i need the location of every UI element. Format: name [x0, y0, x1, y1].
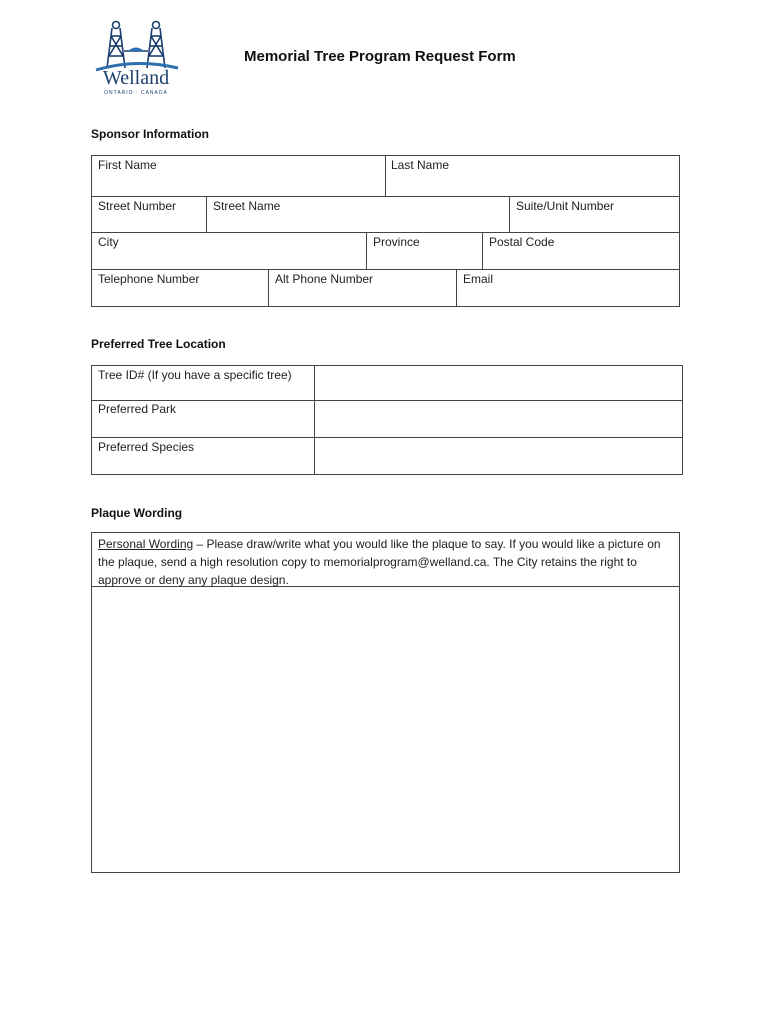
plaque-instructions-text: – Please draw/write what you would like the plaque to say. If you would like a picture on the plaque, send a high resolution copy to memorialprogram@welland.ca. The City retains the right to approve or deny any plaque design. [98, 537, 661, 587]
location-section-heading: Preferred Tree Location [91, 337, 226, 351]
last-name-label: Last Name [391, 158, 450, 172]
telephone-label: Telephone Number [98, 272, 200, 286]
welland-logo [90, 18, 182, 98]
street-number-label: Street Number [98, 199, 177, 213]
street-name-label: Street Name [213, 199, 281, 213]
preferred-species-label: Preferred Species [98, 440, 195, 454]
logo-tagline: ONTARIO · CANADA [104, 90, 168, 96]
preferred-park-field[interactable] [315, 401, 682, 437]
logo-wordmark: Welland [102, 67, 170, 89]
plaque-section-heading: Plaque Wording [91, 506, 183, 520]
personal-wording-label: Personal Wording [98, 537, 194, 551]
suite-unit-label: Suite/Unit Number [516, 199, 615, 213]
preferred-park-label: Preferred Park [98, 402, 177, 416]
city-field[interactable] [92, 233, 366, 269]
bridge-logo-icon [90, 18, 182, 98]
alt-phone-label: Alt Phone Number [275, 272, 374, 286]
province-label: Province [373, 235, 420, 249]
email-label: Email [463, 272, 494, 286]
tree-id-label: Tree ID# (If you have a specific tree) [98, 368, 292, 382]
city-label: City [98, 235, 119, 249]
plaque-drawing-area[interactable] [92, 587, 679, 872]
tree-id-field[interactable] [315, 366, 682, 400]
postal-code-label: Postal Code [489, 235, 555, 249]
plaque-instructions [98, 535, 673, 589]
form-title: Memorial Tree Program Request Form [244, 48, 516, 65]
sponsor-section-heading: Sponsor Information [91, 127, 209, 141]
first-name-label: First Name [98, 158, 157, 172]
preferred-species-field[interactable] [315, 438, 682, 474]
